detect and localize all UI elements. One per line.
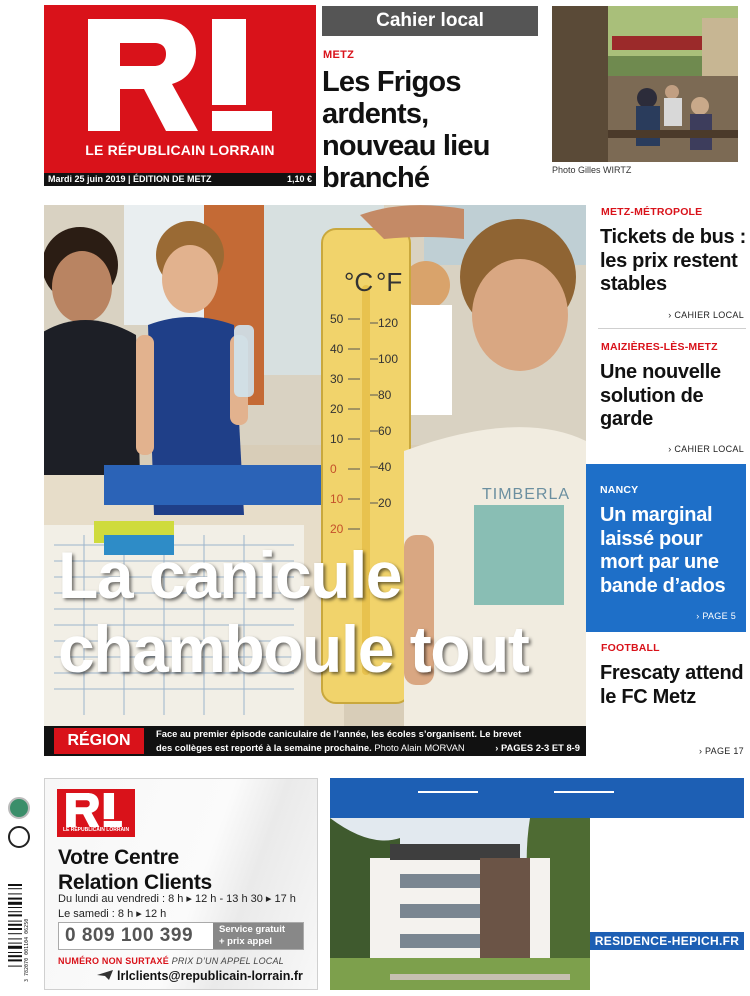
ad-title (58, 845, 308, 895)
celsius-tick: 30 (330, 372, 344, 386)
barcode-number: 3 782070 001104 06250 (24, 918, 30, 982)
main-pages-ref[interactable]: › PAGES 2-3 ET 8-9 (495, 742, 580, 753)
ad-phone-number: 0 809 100 399 (65, 925, 194, 946)
terrace-photo-illustration (552, 6, 738, 162)
ad-hours-saturday: Le samedi : 8 h ▸ 12 h (58, 908, 167, 920)
dateline (44, 173, 316, 186)
brief-kicker: MAIZIÈRES-LÈS-METZ (601, 341, 718, 353)
masthead-logo[interactable] (44, 5, 316, 173)
recycle-icon (8, 826, 30, 848)
ad-phone-tag-line2: + prix appel (219, 936, 273, 947)
top-story-photo[interactable] (552, 6, 738, 162)
celsius-tick: 20 (330, 522, 344, 536)
barcode-bar (8, 952, 22, 953)
caption-bar (44, 726, 586, 756)
barcode-bar (8, 911, 22, 912)
fahrenheit-tick: 40 (378, 460, 392, 474)
ad-title-line1: Votre Centre (58, 846, 179, 869)
highlight-brief[interactable] (586, 464, 746, 632)
ad-nonsurtaxe-rest: PRIX D’UN APPEL LOCAL (171, 956, 284, 966)
paper-plane-icon (97, 970, 113, 980)
brief-title[interactable]: Une nouvelle solution de garde (600, 361, 721, 430)
caption-line2-wrap (156, 741, 580, 755)
barcode-bar (8, 884, 22, 886)
divider (598, 328, 746, 329)
date-edition: Mardi 25 juin 2019 | ÉDITION DE METZ (48, 174, 212, 184)
barcode-bar (8, 921, 22, 922)
celsius-tick: 10 (330, 492, 344, 506)
barcode-bar (8, 966, 22, 967)
price: 1,10 € (286, 174, 312, 184)
barcode-bar (8, 938, 22, 939)
brief-title: Un marginal laissé pour mort par une bande d’ados (600, 504, 726, 597)
residence-ad-url[interactable]: RESIDENCE-HEPICH.FR (590, 932, 744, 950)
barcode-bar (8, 959, 22, 961)
ad-logo-name: LE RÉPUBLICAIN LORRAIN (62, 827, 130, 833)
thermometer-unit-c: °C (344, 267, 374, 297)
barcode-bar (8, 946, 22, 949)
fahrenheit-tick: 20 (378, 496, 392, 510)
brief-kicker: METZ-MÉTROPOLE (601, 206, 703, 218)
brief-ref[interactable]: › CAHIER LOCAL (668, 444, 744, 454)
ad-rl-logo-mark (65, 793, 123, 827)
section-banner[interactable]: Cahier local (322, 6, 538, 36)
ad-nonsurtaxe-label: NUMÉRO NON SURTAXÉ (58, 956, 169, 966)
barcode-bar (8, 907, 22, 908)
celsius-tick: 20 (330, 402, 344, 416)
ad-title-line2: Relation Clients (58, 871, 212, 894)
top-photo-credit: Photo Gilles WIRTZ (552, 165, 632, 175)
celsius-tick: 0 (330, 462, 337, 476)
caption-line1: Face au premier épisode caniculaire de l’année, les écoles s’organisent. Le brevet (156, 728, 522, 739)
brief-kicker: FOOTBALL (601, 642, 660, 654)
main-headline[interactable] (58, 538, 578, 686)
region-tag[interactable]: RÉGION (54, 728, 144, 754)
top-story-kicker: METZ (323, 49, 355, 61)
brief-title[interactable]: Tickets de bus : les prix restent stables (600, 226, 746, 295)
barcode-bar (8, 893, 22, 894)
brief-title[interactable]: Frescaty attend le FC Metz (600, 662, 744, 708)
barcode-bar (8, 888, 22, 889)
main-photo-credit: Photo Alain MORVAN (374, 742, 465, 753)
ad-phone-tag-line1: Service gratuit (219, 924, 285, 935)
main-headline-line1: La canicule (58, 538, 401, 612)
barcode-bar (8, 928, 22, 930)
caption-line2: des collèges est reporté à la semaine prochaine. (156, 742, 372, 753)
main-headline-line2: chamboule tout (58, 612, 529, 686)
brief-kicker: NANCY (600, 484, 639, 496)
brief-ref[interactable]: › PAGE 17 (698, 746, 744, 756)
rl-logo-mark (88, 19, 272, 131)
barcode-bar (8, 933, 22, 934)
fahrenheit-tick: 60 (378, 424, 392, 438)
barcode-bar (8, 914, 22, 916)
celsius-tick: 10 (330, 432, 344, 446)
fahrenheit-tick: 80 (378, 388, 392, 402)
barcode-bar (8, 955, 22, 957)
fahrenheit-tick: 100 (378, 352, 399, 366)
banner-line (418, 791, 478, 793)
ad-phone-box[interactable] (58, 922, 304, 950)
barcode-bar (8, 924, 22, 926)
ad-email[interactable]: lrlclients@republicain-lorrain.fr (117, 969, 303, 983)
celsius-tick: 50 (330, 312, 344, 326)
customer-service-ad[interactable] (44, 778, 318, 990)
top-story-headline[interactable]: Les Frigos ardents, nouveau lieu branché (322, 66, 490, 194)
ad-phone-tag (213, 923, 303, 949)
shirt-print: TIMBERLA (482, 486, 571, 503)
seal-icon (8, 797, 30, 819)
brief-ref[interactable]: › CAHIER LOCAL (668, 310, 744, 320)
ad-nonsurtaxe (58, 956, 284, 966)
banner-line (554, 791, 614, 793)
ad-rl-logo (57, 789, 135, 837)
main-caption (156, 727, 580, 755)
barcode-bar (8, 943, 22, 944)
thermometer-unit-f: °F (376, 267, 403, 297)
barcode-bar (8, 898, 22, 900)
barcode-bar (8, 902, 22, 905)
newspaper-name: LE RÉPUBLICAIN LORRAIN (85, 142, 275, 158)
celsius-tick: 40 (330, 342, 344, 356)
barcode (6, 882, 30, 986)
brief-ref[interactable]: › PAGE 5 (696, 611, 736, 621)
building-illustration (330, 818, 590, 990)
residence-ad-image[interactable] (330, 818, 590, 990)
residence-ad-banner[interactable] (330, 778, 744, 818)
fahrenheit-tick: 120 (378, 316, 399, 330)
ad-hours-week: Du lundi au vendredi : 8 h ▸ 12 h - 13 h 30 ▸ 17 h (58, 893, 296, 905)
